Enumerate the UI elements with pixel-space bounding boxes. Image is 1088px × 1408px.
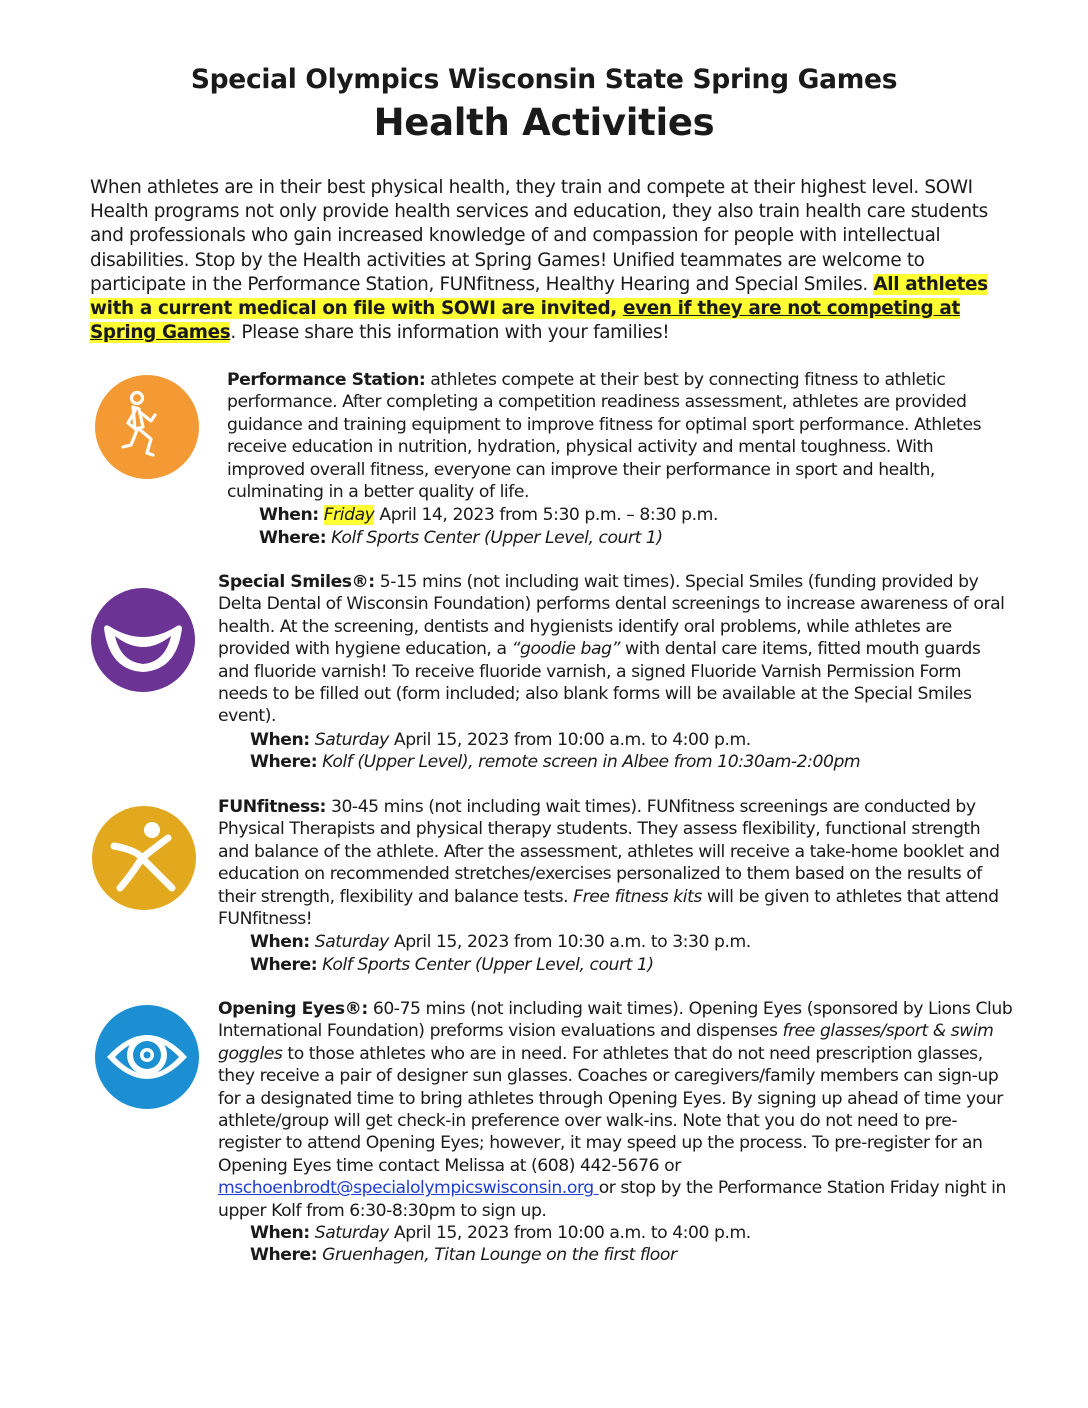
where-label: Where: [250, 954, 318, 975]
intro-paragraph [90, 176, 1002, 345]
intro-text: When athletes are in their best physical health, they train and compete at their highest level. SOWI Health programs not only provide health services and education, they also train health care students and professionals who gain increased knowledge of and compassion for people with intellectual disabilities. Stop by the Health activities at Spring Games! Unified teammates are welcome to participate in the Performance Station, FUNfitness, Healthy Hearing and Special Smiles. [90, 177, 988, 295]
performance-station-body: athletes compete at their best by connecting fitness to athletic performance. After completing a competition readiness assessment, athletes are provided guidance and training equipment to improve fitness for optimal sport performance. Athletes receive education in nutrition, hydration, physical activity and mental toughness. With improved overall fitness, everyone can improve their performance in sport and health, culminating in a better quality of life. [227, 370, 982, 503]
performance-when-time: April 14, 2023 from 5:30 p.m. – 8:30 p.m. [374, 505, 718, 526]
smile-icon [91, 588, 195, 692]
opening-eyes-title: Opening Eyes®: [218, 999, 368, 1019]
page-subtitle: Health Activities [373, 101, 715, 144]
exercise-figure-icon [92, 806, 196, 910]
contact-email-link[interactable]: mschoenbrodt@specialolympicswisconsin.org [218, 1178, 599, 1199]
smiles-when-day: Saturday [314, 729, 389, 750]
intro-highlight: All athletes with a current medical on file with SOWI are invited, [90, 273, 988, 320]
free-glasses-text: free glasses/sport & swim goggles [218, 1021, 994, 1064]
performance-when-day: Friday [323, 505, 375, 526]
performance-where [227, 527, 1007, 549]
opening-eyes-body: 60-75 mins (not including wait times). Opening Eyes (sponsored by Lions Club International Foundation) preforms vision evaluations and dispenses [218, 999, 1013, 1042]
opening-eyes-section [218, 998, 1013, 1267]
funfitness-when-time: April 15, 2023 from 10:30 a.m. to 3:30 p.m. [388, 932, 751, 953]
intro-highlight-underlined: even if they are not competing at Spring Games [90, 298, 960, 344]
when-label: When: [250, 729, 310, 750]
funfitness-title: FUNfitness: [218, 797, 326, 817]
opening-eyes-body-cont: to those athletes who are in need. For athletes that do not need prescription glasses, they receive a pair of designer sun glasses. Coaches or caregivers/family members can sign-up for a designated time to bring athletes through Opening Eyes. By signing up ahead of time your athlete/group will get check-in preference over walk-ins. Note that you do not need to pre-register to attend Opening Eyes; however, it may speed up the process. To pre-register for an Opening Eyes time contact Melissa at (608) 442-5676 or [218, 1043, 1003, 1176]
intro-closing: . Please share this information with your families! [230, 322, 670, 344]
special-smiles-body-cont: with dental care items, fitted mouth guards and fluoride varnish! To receive fluoride varnish, a signed Fluoride Varnish Permission Form needs to be filled out (form included; also blank forms will be available at the Special Smiles event). [218, 639, 981, 727]
eye-icon [95, 1005, 199, 1109]
eyes-when [218, 1222, 1013, 1244]
funfitness-body-cont: will be given to athletes that attend FUNfitness! [218, 886, 999, 930]
performance-where-place: Kolf Sports Center (Upper Level, court 1) [326, 527, 663, 548]
opening-eyes-body-end: or stop by the Performance Station Friday night in upper Kolf from 6:30-8:30pm to sign up. [218, 1178, 1006, 1221]
special-smiles-section [218, 571, 1008, 774]
eyes-when-time: April 15, 2023 from 10:00 a.m. to 4:00 p.m. [388, 1223, 751, 1244]
goodie-bag-text: “goodie bag” [511, 639, 620, 660]
smiles-where [218, 751, 1008, 773]
performance-station-title: Performance Station: [227, 370, 426, 390]
funfitness-when-day: Saturday [314, 932, 389, 953]
special-smiles-body: 5-15 mins (not including wait times). Special Smiles (funding provided by Delta Dental of Wisconsin Foundation) performs dental screenings to increase awareness of oral health. At the screening, dentists and hygienists identify oral problems, while athletes are provided with hygiene education, a [218, 572, 1005, 660]
funfitness-body: 30-45 mins (not including wait times). FUNfitness screenings are conducted by Physical Therapists and physical therapy students. They assess flexibility, functional strength and balance of the athlete. After the assessment, athletes will receive a take-home booklet and education on recommended stretches/exercises personalized to them based on the results of their strength, flexibility and balance tests. [218, 797, 1000, 907]
eyes-when-day: Saturday [314, 1223, 389, 1244]
funfitness-where [218, 954, 1008, 976]
free-fitness-kits-text: Free fitness kits [573, 886, 702, 907]
when-label: When: [250, 932, 310, 953]
funfitness-section [218, 796, 1008, 976]
eyes-where-place: Gruenhagen, Titan Lounge on the first floor [317, 1245, 677, 1266]
eyes-where [218, 1244, 1013, 1266]
when-label: When: [250, 1223, 310, 1244]
where-label: Where: [250, 1245, 318, 1266]
smiles-when [218, 729, 1008, 751]
runner-icon [95, 375, 199, 479]
where-label: Where: [259, 527, 327, 548]
special-smiles-title: Special Smiles®: [218, 572, 375, 592]
when-label: When: [259, 505, 319, 526]
smiles-when-time: April 15, 2023 from 10:00 a.m. to 4:00 p.m. [388, 729, 751, 750]
performance-station-section [227, 369, 1007, 549]
funfitness-when [218, 931, 1008, 953]
smiles-where-place: Kolf (Upper Level), remote screen in Albee from 10:30am-2:00pm [317, 752, 861, 773]
where-label: Where: [250, 752, 318, 773]
performance-when [227, 504, 1007, 526]
page-title: Special Olympics Wisconsin State Spring Games [190, 64, 898, 95]
funfitness-where-place: Kolf Sports Center (Upper Level, court 1) [317, 954, 654, 975]
